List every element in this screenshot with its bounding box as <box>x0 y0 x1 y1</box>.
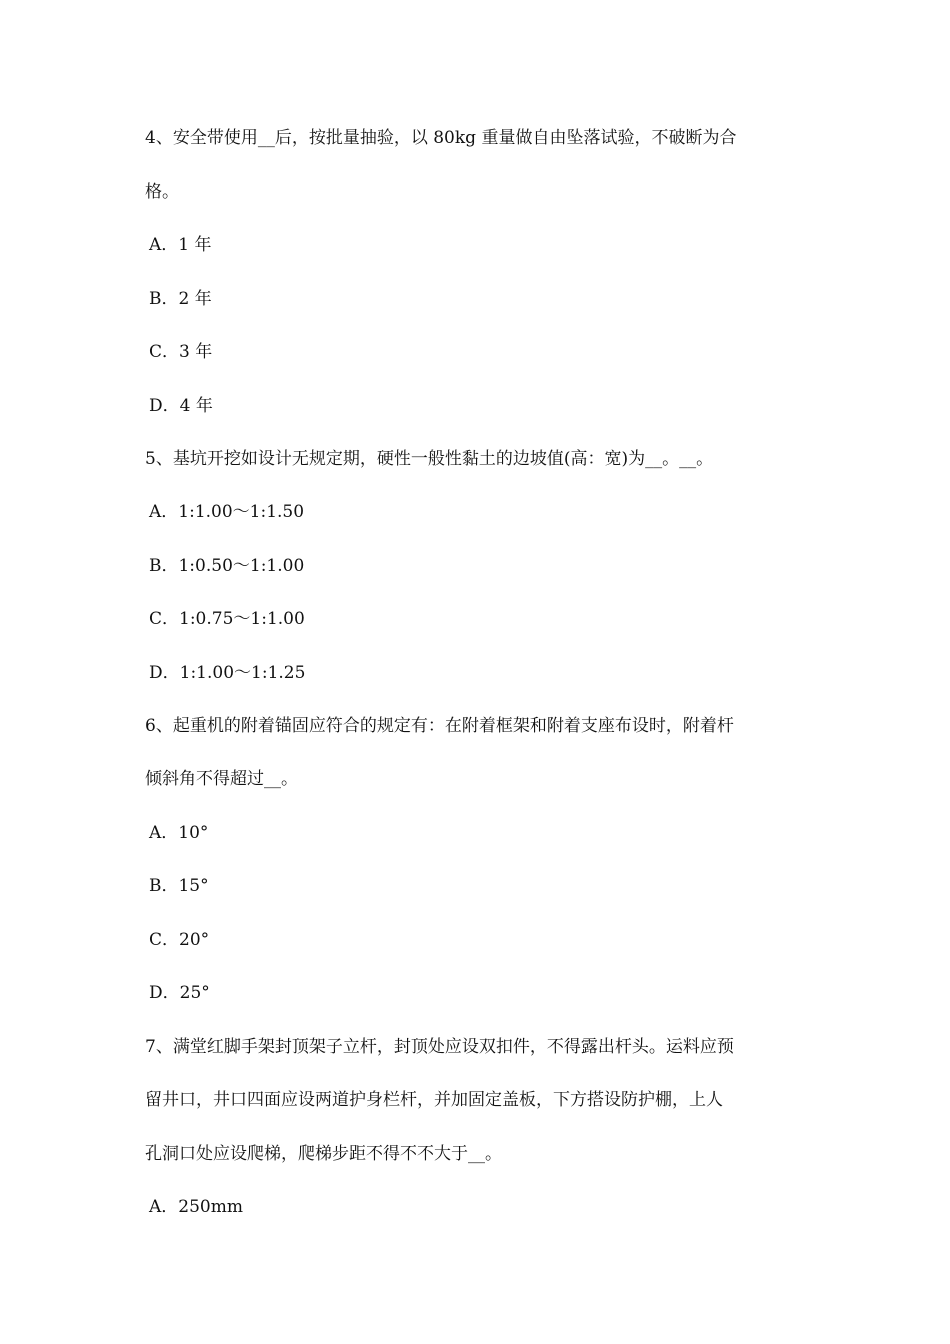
question-stem-line: 6、起重机的附着锚固应符合的规定有：在附着框架和附着支座布设时，附着杆 <box>145 716 734 736</box>
question-stem-line: 4、安全带使用__后，按批量抽验，以 80kg 重量做自由坠落试验，不破断为合 <box>145 128 737 148</box>
question-stem-line: 格。 <box>145 182 179 202</box>
question-stem-line: 倾斜角不得超过__。 <box>145 769 298 789</box>
option-c: C．3 年 <box>149 342 213 362</box>
option-c: C．1:0.75～1:1.00 <box>149 609 305 629</box>
option-c: C．20° <box>149 930 210 950</box>
option-a: A．1 年 <box>149 235 212 255</box>
option-d: D．25° <box>149 983 210 1003</box>
option-a: A．250mm <box>149 1197 243 1217</box>
option-a: A．10° <box>149 823 209 843</box>
option-d: D．1:1.00～1:1.25 <box>149 663 306 683</box>
option-b: B．15° <box>149 876 209 896</box>
question-stem-line: 孔洞口处应设爬梯，爬梯步距不得不不大于__。 <box>145 1144 502 1164</box>
option-b: B．2 年 <box>149 289 212 309</box>
question-stem-line: 留井口，井口四面应设两道护身栏杆，并加固定盖板，下方搭设防护棚，上人 <box>145 1090 723 1110</box>
question-stem-line: 7、满堂红脚手架封顶架子立杆，封顶处应设双扣件，不得露出杆头。运料应预 <box>145 1037 734 1057</box>
option-a: A．1:1.00～1:1.50 <box>149 502 305 522</box>
option-b: B．1:0.50～1:1.00 <box>149 556 305 576</box>
question-stem-line: 5、基坑开挖如设计无规定期，硬性一般性黏土的边坡值(高：宽)为__。__。 <box>145 449 714 469</box>
option-d: D．4 年 <box>149 396 213 416</box>
